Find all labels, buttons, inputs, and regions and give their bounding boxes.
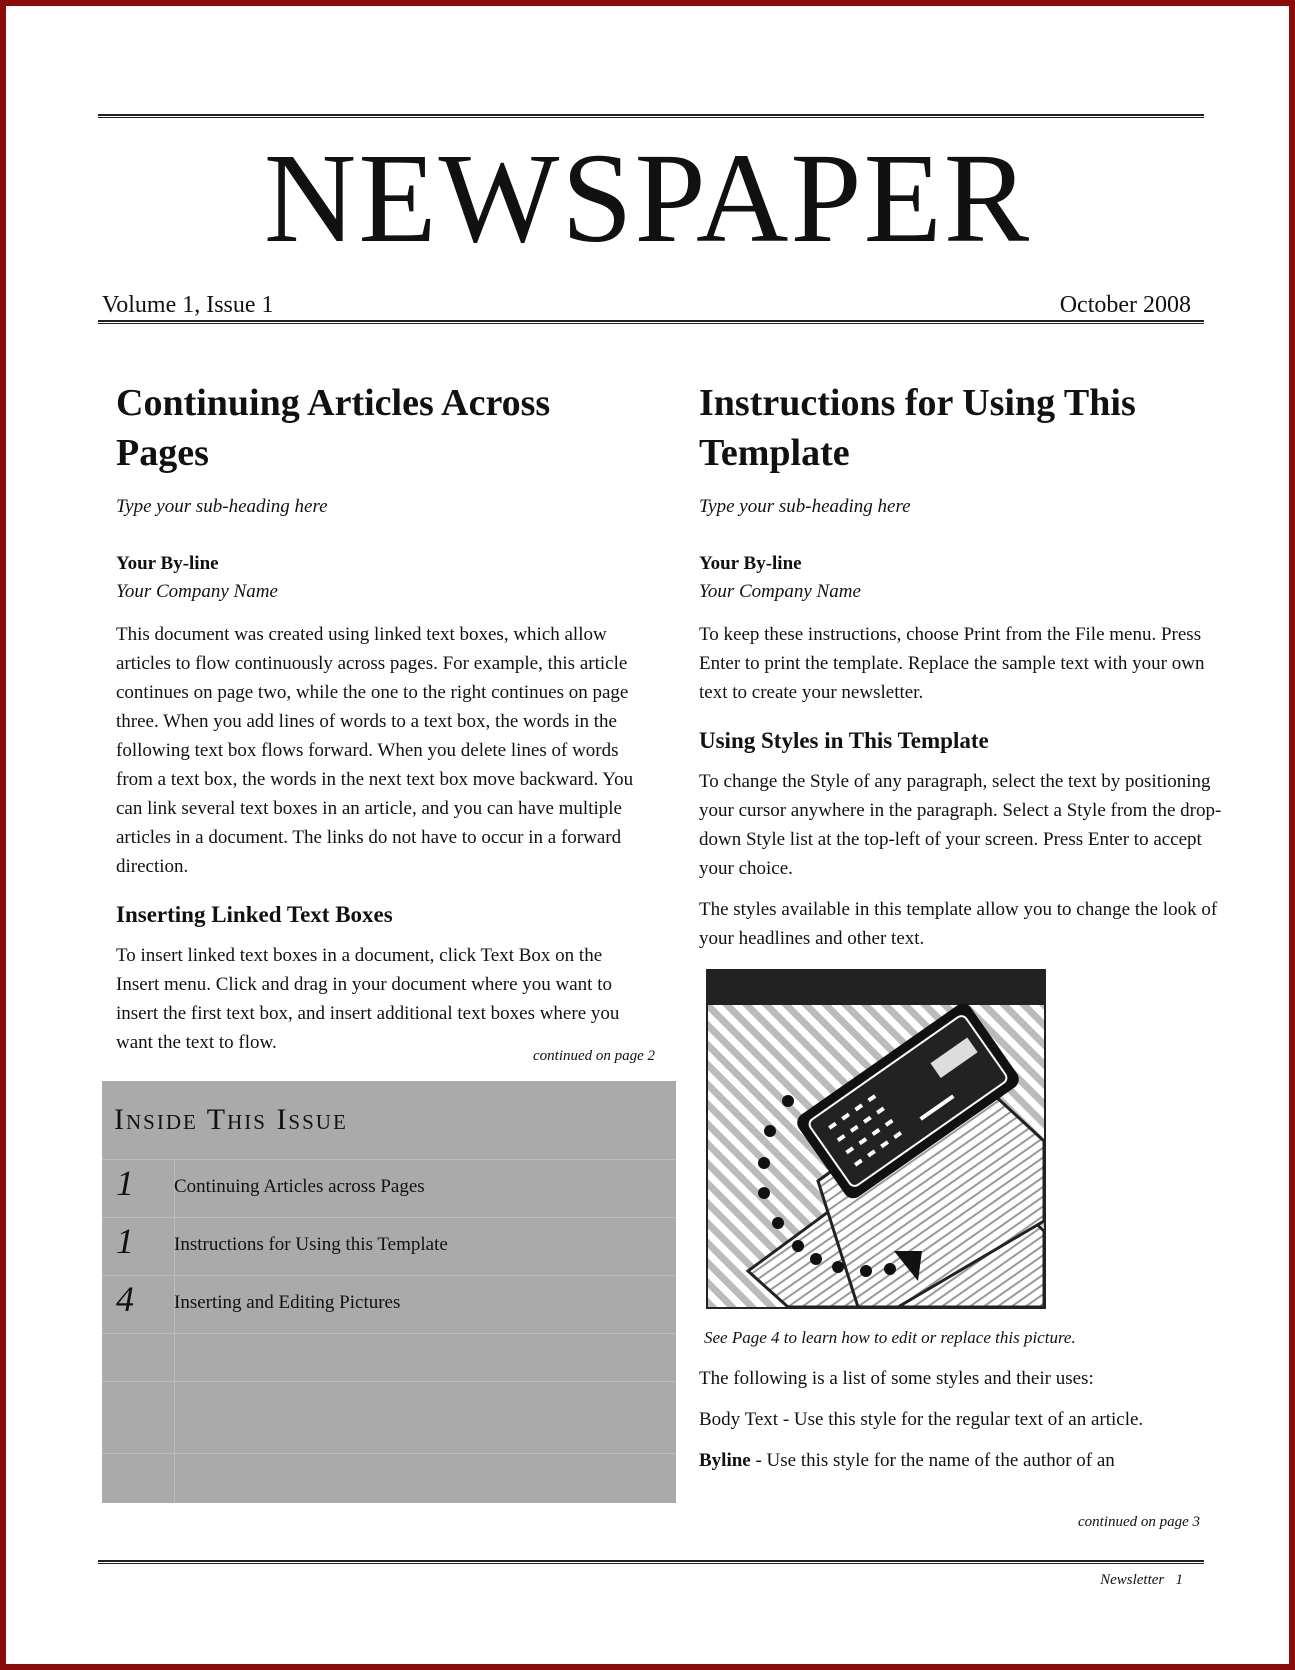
- left-article-byline: Your By-line: [116, 553, 219, 574]
- body-text-style-entry: Body Text - Use this style for the regular text of an article.: [699, 1409, 1144, 1430]
- masthead-title: NEWSPAPER: [263, 127, 1032, 269]
- left-article: [116, 378, 646, 1069]
- right-article-title: Instructions for Using This Template: [699, 382, 1136, 474]
- calculator-clipart-image: [706, 969, 1046, 1309]
- footer-page-label: Newsletter 1: [1100, 1572, 1183, 1588]
- left-continued-note: continued on page 2: [533, 1048, 656, 1064]
- inside-issue-row: [102, 1217, 676, 1276]
- right-article-body: To keep these instructions, choose Print from the File menu. Press Enter to print the template. Replace the sample text with your own text to create your newsletter.: [699, 624, 1205, 703]
- masthead-bottom-rule: [98, 320, 1204, 324]
- right-section-body-2: The styles available in this template allow you to change the look of your headlines and other text.: [699, 899, 1218, 949]
- top-rule: [98, 114, 1204, 118]
- inside-this-issue-box: [102, 1081, 676, 1503]
- left-article-company: Your Company Name: [116, 581, 278, 602]
- issue-date: October 2008: [1059, 292, 1191, 318]
- inside-issue-label: Instructions for Using this Template: [174, 1234, 448, 1255]
- inside-issue-page-number: 4: [116, 1279, 134, 1319]
- inside-issue-title: Inside This Issue: [114, 1103, 348, 1136]
- volume-issue: Volume 1, Issue 1: [102, 292, 274, 318]
- byline-style-name: Byline: [699, 1450, 751, 1471]
- calculator-clipart-icon: [708, 971, 1044, 1307]
- inside-issue-row: [102, 1159, 676, 1218]
- byline-style-desc: - Use this style for the name of the author of an: [750, 1450, 1115, 1471]
- inside-issue-page-number: 1: [116, 1221, 134, 1261]
- inside-issue-label: Inserting and Editing Pictures: [174, 1292, 401, 1313]
- inside-issue-page-number: 1: [116, 1163, 134, 1203]
- right-article-byline: Your By-line: [699, 553, 802, 574]
- footer-rule: [98, 1560, 1204, 1564]
- inside-issue-row: [102, 1275, 676, 1334]
- left-article-title: Continuing Articles Across Pages: [116, 382, 551, 474]
- right-section-heading: Using Styles in This Template: [699, 728, 989, 753]
- left-section-body: To insert linked text boxes in a document, click Text Box on the Insert menu. Click and drag in your document where you want to insert the first text box, and insert additional text boxes where you want the text to flow.: [116, 945, 620, 1053]
- right-article-continued-text: [699, 1364, 1229, 1475]
- inside-issue-row-empty: [102, 1453, 676, 1512]
- right-article-company: Your Company Name: [699, 581, 861, 602]
- left-article-subheading: Type your sub-heading here: [116, 496, 328, 517]
- inside-issue-label: Continuing Articles across Pages: [174, 1176, 425, 1197]
- picture-caption: See Page 4 to learn how to edit or replace this picture.: [704, 1328, 1076, 1347]
- left-article-body: This document was created using linked text boxes, which allow articles to flow continuously across pages. For example, this article continues on page two, while the one to the right continues on page three. When you add lines of words to a text box, the words in the following text box flows forward. When you delete lines of words from a text box, the words in the next text box move backward. You can link several text boxes in an article, and you can have multiple articles in a document. The links do not have to occur in a forward direction.: [116, 624, 634, 877]
- right-article: [699, 378, 1229, 965]
- styles-list-intro: The following is a list of some styles and their uses:: [699, 1368, 1094, 1389]
- right-section-body-1: To change the Style of any paragraph, select the text by positioning your cursor anywhere in the paragraph. Select a Style from the drop-down Style list at the top-left of your screen. Press Enter to accept your choice.: [699, 771, 1222, 879]
- right-article-subheading: Type your sub-heading here: [699, 496, 911, 517]
- inside-issue-row-empty: [102, 1381, 676, 1440]
- right-continued-note: continued on page 3: [1078, 1514, 1201, 1530]
- left-section-heading: Inserting Linked Text Boxes: [116, 902, 393, 927]
- byline-style-entry: [699, 1446, 1229, 1475]
